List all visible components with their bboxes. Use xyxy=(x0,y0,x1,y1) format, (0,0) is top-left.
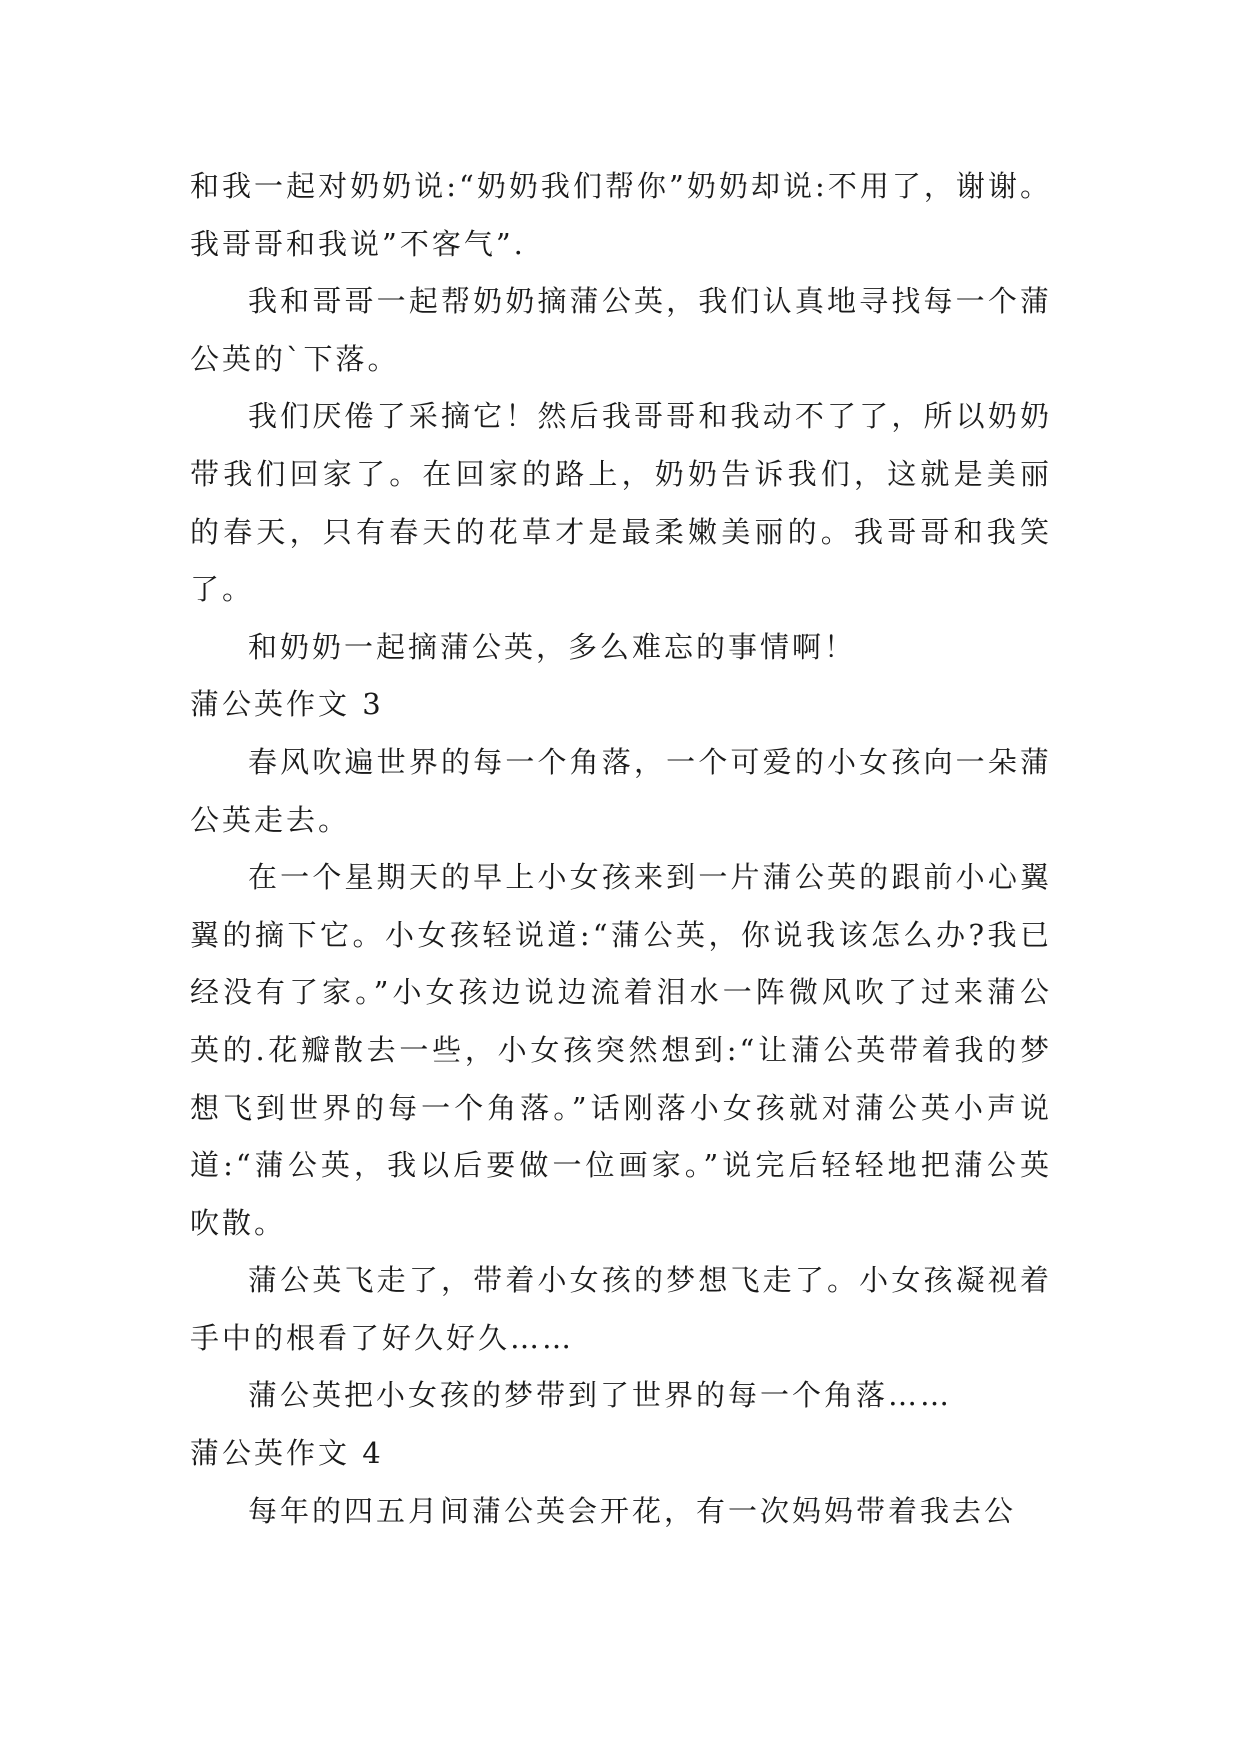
paragraph-2: 我和哥哥一起帮奶奶摘蒲公英，我们认真地寻找每一个蒲公英的`下落。 xyxy=(190,284,1052,376)
paragraph-1: 和我一起对奶奶说:“奶奶我们帮你”奶奶却说:不用了，谢谢。我哥哥和我说”不客气”. xyxy=(190,169,1052,261)
section-heading-3: 蒲公英作文 3 xyxy=(190,687,384,722)
paragraph-9: 每年的四五月间蒲公英会开花，有一次妈妈带着我去公 xyxy=(248,1493,1017,1528)
section-heading-4: 蒲公英作文 4 xyxy=(190,1436,384,1471)
paragraph-7: 蒲公英飞走了，带着小女孩的梦想飞走了。小女孩凝视着手中的根看了好久好久…… xyxy=(190,1263,1052,1355)
paragraph-6: 在一个星期天的早上小女孩来到一片蒲公英的跟前小心翼翼的摘下它。小女孩轻说道:“蒲公英，你说我该怎么办?我已经没有了家。”小女孩边说边流着泪水一阵微风吹了过来蒲公英的.花瓣散去一些，小女孩突然想到:“让蒲公英带着我的梦想飞到世界的每一个角落。”话刚落小女孩就对蒲公英小声说道:“蒲公英，我以后要做一位画家。”说完后轻轻地把蒲公英吹散。 xyxy=(190,860,1052,1240)
paragraph-3: 我们厌倦了采摘它！然后我哥哥和我动不了了，所以奶奶带我们回家了。在回家的路上，奶奶告诉我们，这就是美丽的春天，只有春天的花草才是最柔嫩美丽的。我哥哥和我笑了。 xyxy=(190,399,1052,607)
document-page xyxy=(190,158,1052,1540)
paragraph-8: 蒲公英把小女孩的梦带到了世界的每一个角落…… xyxy=(248,1378,953,1413)
paragraph-5: 春风吹遍世界的每一个角落，一个可爱的小女孩向一朵蒲公英走去。 xyxy=(190,744,1052,837)
paragraph-4: 和奶奶一起摘蒲公英，多么难忘的事情啊！ xyxy=(248,629,857,664)
